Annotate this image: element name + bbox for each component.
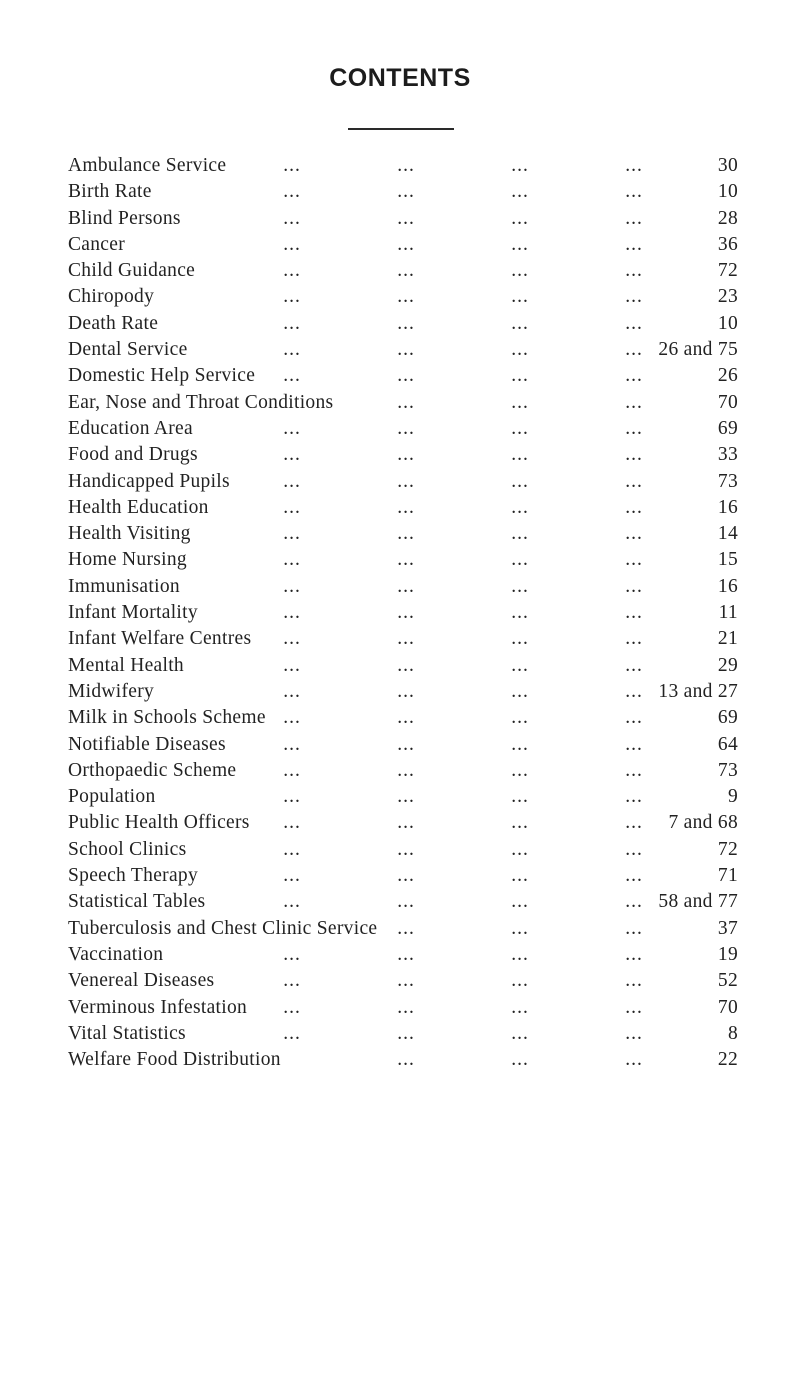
dot-leader: ... (625, 207, 643, 229)
dot-leader: ... (625, 523, 643, 545)
entry-page-number: 58 and 77 (658, 891, 738, 913)
entry-page-number: 70 (717, 996, 738, 1018)
contents-entry (68, 521, 738, 547)
dot-leader: ... (397, 549, 415, 571)
dot-leader: ... (625, 365, 643, 387)
entry-topic: Domestic Help Service (68, 365, 256, 387)
entry-topic: Speech Therapy (68, 865, 198, 887)
dot-leader: ... (511, 365, 529, 387)
dot-leader: ... (283, 759, 301, 781)
dot-leader: ... (397, 339, 415, 361)
dot-leader: ... (397, 1022, 415, 1044)
entry-page-number: 71 (717, 865, 738, 887)
dot-leader: ... (283, 733, 301, 755)
entry-topic: Public Health Officers (68, 812, 250, 834)
entry-page-number: 13 and 27 (658, 680, 738, 702)
dot-leader: ... (397, 523, 415, 545)
dot-leader: ... (283, 207, 301, 229)
entry-page-number: 26 and 75 (658, 339, 738, 361)
dot-leader: ... (283, 680, 301, 702)
dot-leader: ... (511, 602, 529, 624)
dot-leader: ... (511, 654, 529, 676)
contents-entry (68, 942, 738, 968)
entry-page-number: 14 (717, 523, 738, 545)
entry-topic: Death Rate (68, 312, 159, 334)
contents-entry (68, 153, 738, 179)
dot-leader: ... (511, 260, 529, 282)
dot-leader: ... (397, 207, 415, 229)
entry-topic: Ear, Nose and Throat Conditions (68, 391, 334, 413)
contents-entry (68, 179, 738, 205)
entry-page-number: 15 (717, 549, 738, 571)
entry-page-number: 23 (717, 286, 738, 308)
entry-topic: Midwifery (68, 680, 155, 702)
dot-leader: ... (625, 680, 643, 702)
dot-leader: ... (511, 181, 529, 203)
entry-topic: Mental Health (68, 654, 184, 676)
dot-leader: ... (283, 1022, 301, 1044)
dot-leader: ... (625, 1049, 643, 1071)
dot-leader: ... (283, 891, 301, 913)
contents-entry (68, 784, 738, 810)
entry-topic: Chiropody (68, 286, 155, 308)
entry-page-number: 70 (717, 391, 738, 413)
dot-leader: ... (511, 391, 529, 413)
dot-leader: ... (511, 417, 529, 439)
contents-entry (68, 705, 738, 731)
dot-leader: ... (511, 207, 529, 229)
dot-leader: ... (283, 444, 301, 466)
entry-page-number: 33 (717, 444, 738, 466)
dot-leader: ... (625, 549, 643, 571)
contents-entry (68, 863, 738, 889)
dot-leader: ... (397, 602, 415, 624)
dot-leader: ... (625, 181, 643, 203)
entry-page-number: 16 (717, 575, 738, 597)
entry-topic: Child Guidance (68, 260, 196, 282)
dot-leader: ... (397, 812, 415, 834)
dot-leader: ... (283, 970, 301, 992)
dot-leader: ... (625, 996, 643, 1018)
title-underline (348, 128, 454, 130)
dot-leader: ... (625, 602, 643, 624)
contents-entry (68, 574, 738, 600)
entry-page-number: 73 (717, 470, 738, 492)
dot-leader: ... (397, 917, 415, 939)
dot-leader: ... (511, 628, 529, 650)
dot-leader: ... (397, 838, 415, 860)
contents-entry (68, 1047, 738, 1073)
entry-topic: Home Nursing (68, 549, 187, 571)
dot-leader: ... (511, 496, 529, 518)
dot-leader: ... (397, 786, 415, 808)
dot-leader: ... (625, 865, 643, 887)
entry-page-number: 19 (717, 943, 738, 965)
entry-topic: Food and Drugs (68, 444, 198, 466)
entry-topic: Infant Welfare Centres (68, 628, 252, 650)
entry-page-number: 72 (717, 260, 738, 282)
entry-topic: Orthopaedic Scheme (68, 759, 237, 781)
dot-leader: ... (511, 759, 529, 781)
dot-leader: ... (511, 917, 529, 939)
entry-topic: Health Education (68, 496, 209, 518)
dot-leader: ... (283, 812, 301, 834)
dot-leader: ... (397, 680, 415, 702)
dot-leader: ... (511, 1049, 529, 1071)
dot-leader: ... (283, 312, 301, 334)
dot-leader: ... (283, 786, 301, 808)
dot-leader: ... (397, 865, 415, 887)
entry-topic: Venereal Diseases (68, 970, 215, 992)
entry-page-number: 69 (717, 707, 738, 729)
contents-entry (68, 679, 738, 705)
dot-leader: ... (397, 260, 415, 282)
entry-page-number: 7 and 68 (668, 812, 738, 834)
dot-leader: ... (511, 444, 529, 466)
entry-page-number: 64 (717, 733, 738, 755)
contents-entry (68, 284, 738, 310)
contents-entry (68, 442, 738, 468)
contents-entry (68, 258, 738, 284)
entry-topic: Infant Mortality (68, 602, 198, 624)
dot-leader: ... (283, 155, 301, 176)
dot-leader: ... (397, 470, 415, 492)
contents-entry (68, 837, 738, 863)
dot-leader: ... (511, 470, 529, 492)
dot-leader: ... (625, 417, 643, 439)
dot-leader: ... (283, 496, 301, 518)
entry-page-number: 37 (717, 917, 738, 939)
entry-page-number: 30 (717, 155, 738, 176)
entry-topic: Vaccination (68, 943, 164, 965)
dot-leader: ... (397, 1049, 415, 1071)
dot-leader: ... (625, 339, 643, 361)
entry-topic: Blind Persons (68, 207, 181, 229)
entry-topic: Immunisation (68, 575, 180, 597)
contents-entry (68, 810, 738, 836)
dot-leader: ... (625, 575, 643, 597)
entry-page-number: 69 (717, 417, 738, 439)
dot-leader: ... (625, 312, 643, 334)
dot-leader: ... (625, 786, 643, 808)
entry-page-number: 10 (717, 312, 738, 334)
contents-entry (68, 337, 738, 363)
page-title: CONTENTS (329, 64, 471, 92)
contents-entry (68, 916, 738, 942)
contents-entry (68, 416, 738, 442)
entry-page-number: 29 (717, 654, 738, 676)
dot-leader: ... (625, 759, 643, 781)
entry-page-number: 28 (717, 207, 738, 229)
dot-leader: ... (283, 233, 301, 255)
dot-leader: ... (397, 181, 415, 203)
dot-leader: ... (625, 628, 643, 650)
entry-page-number: 73 (717, 759, 738, 781)
contents-entry (68, 547, 738, 573)
entry-page-number: 72 (717, 838, 738, 860)
dot-leader: ... (397, 628, 415, 650)
dot-leader: ... (625, 917, 643, 939)
entry-topic: Dental Service (68, 339, 188, 361)
dot-leader: ... (625, 155, 643, 176)
dot-leader: ... (397, 417, 415, 439)
dot-leader: ... (511, 312, 529, 334)
dot-leader: ... (625, 496, 643, 518)
entry-topic: Cancer (68, 233, 126, 255)
entry-page-number: 8 (727, 1022, 738, 1044)
contents-entry (68, 311, 738, 337)
dot-leader: ... (625, 260, 643, 282)
dot-leader: ... (511, 996, 529, 1018)
contents-entry (68, 495, 738, 521)
dot-leader: ... (397, 286, 415, 308)
entry-page-number: 26 (717, 365, 738, 387)
dot-leader: ... (511, 812, 529, 834)
contents-entry (68, 600, 738, 626)
dot-leader: ... (625, 1022, 643, 1044)
entry-topic: Health Visiting (68, 523, 191, 545)
dot-leader: ... (283, 181, 301, 203)
dot-leader: ... (397, 496, 415, 518)
dot-leader: ... (397, 654, 415, 676)
dot-leader: ... (511, 838, 529, 860)
entry-topic: Birth Rate (68, 181, 152, 203)
dot-leader: ... (511, 575, 529, 597)
contents-entry (68, 653, 738, 679)
contents-entry (68, 206, 738, 232)
entry-topic: Tuberculosis and Chest Clinic Service (68, 917, 378, 939)
dot-leader: ... (625, 838, 643, 860)
entry-page-number: 16 (717, 496, 738, 518)
dot-leader: ... (283, 865, 301, 887)
dot-leader: ... (625, 286, 643, 308)
dot-leader: ... (283, 470, 301, 492)
contents-entry (68, 626, 738, 652)
entry-page-number: 10 (717, 181, 738, 203)
dot-leader: ... (511, 891, 529, 913)
dot-leader: ... (625, 943, 643, 965)
contents-entry (68, 390, 738, 416)
dot-leader: ... (625, 470, 643, 492)
entry-page-number: 22 (717, 1049, 738, 1071)
dot-leader: ... (511, 970, 529, 992)
dot-leader: ... (625, 812, 643, 834)
entry-topic: Milk in Schools Scheme (68, 707, 266, 729)
dot-leader: ... (511, 865, 529, 887)
dot-leader: ... (397, 391, 415, 413)
dot-leader: ... (397, 575, 415, 597)
contents-entry (68, 758, 738, 784)
dot-leader: ... (397, 733, 415, 755)
entry-topic: Ambulance Service (68, 155, 227, 176)
entry-page-number: 52 (717, 970, 738, 992)
dot-leader: ... (283, 996, 301, 1018)
dot-leader: ... (397, 996, 415, 1018)
dot-leader: ... (397, 233, 415, 255)
dot-leader: ... (283, 286, 301, 308)
dot-leader: ... (397, 365, 415, 387)
dot-leader: ... (511, 943, 529, 965)
dot-leader: ... (397, 155, 415, 176)
dot-leader: ... (625, 233, 643, 255)
dot-leader: ... (397, 707, 415, 729)
dot-leader: ... (511, 155, 529, 176)
dot-leader: ... (283, 838, 301, 860)
entry-topic: Handicapped Pupils (68, 470, 230, 492)
dot-leader: ... (625, 970, 643, 992)
dot-leader: ... (625, 733, 643, 755)
entry-topic: Welfare Food Distribution (68, 1049, 281, 1071)
dot-leader: ... (511, 1022, 529, 1044)
dot-leader: ... (283, 575, 301, 597)
dot-leader: ... (283, 707, 301, 729)
dot-leader: ... (511, 523, 529, 545)
dot-leader: ... (625, 891, 643, 913)
contents-entry (68, 995, 738, 1021)
dot-leader: ... (625, 707, 643, 729)
dot-leader: ... (283, 339, 301, 361)
dot-leader: ... (511, 707, 529, 729)
dot-leader: ... (511, 233, 529, 255)
dot-leader: ... (397, 891, 415, 913)
contents-entry (68, 889, 738, 915)
dot-leader: ... (283, 549, 301, 571)
dot-leader: ... (625, 444, 643, 466)
dot-leader: ... (397, 943, 415, 965)
contents-list (68, 153, 738, 1073)
dot-leader: ... (511, 680, 529, 702)
contents-entry (68, 469, 738, 495)
entry-page-number: 9 (727, 786, 738, 808)
dot-leader: ... (511, 733, 529, 755)
dot-leader: ... (511, 286, 529, 308)
entry-topic: Population (68, 786, 156, 808)
entry-page-number: 36 (717, 233, 738, 255)
dot-leader: ... (625, 654, 643, 676)
dot-leader: ... (511, 549, 529, 571)
dot-leader: ... (283, 943, 301, 965)
entry-page-number: 21 (717, 628, 738, 650)
dot-leader: ... (283, 417, 301, 439)
contents-entry (68, 1021, 738, 1047)
dot-leader: ... (511, 339, 529, 361)
dot-leader: ... (283, 260, 301, 282)
entry-topic: School Clinics (68, 838, 187, 860)
dot-leader: ... (397, 312, 415, 334)
dot-leader: ... (397, 759, 415, 781)
contents-entry (68, 968, 738, 994)
dot-leader: ... (625, 391, 643, 413)
dot-leader: ... (511, 786, 529, 808)
entry-topic: Verminous Infestation (68, 996, 248, 1018)
dot-leader: ... (283, 365, 301, 387)
contents-entry (68, 232, 738, 258)
contents-entry (68, 732, 738, 758)
dot-leader: ... (283, 523, 301, 545)
entry-topic: Education Area (68, 417, 193, 439)
dot-leader: ... (283, 602, 301, 624)
dot-leader: ... (397, 444, 415, 466)
entry-topic: Notifiable Diseases (68, 733, 226, 755)
entry-topic: Statistical Tables (68, 891, 206, 913)
dot-leader: ... (283, 628, 301, 650)
entry-topic: Vital Statistics (68, 1022, 186, 1044)
entry-page-number: 11 (718, 602, 738, 624)
contents-entry (68, 363, 738, 389)
dot-leader: ... (283, 654, 301, 676)
dot-leader: ... (397, 970, 415, 992)
